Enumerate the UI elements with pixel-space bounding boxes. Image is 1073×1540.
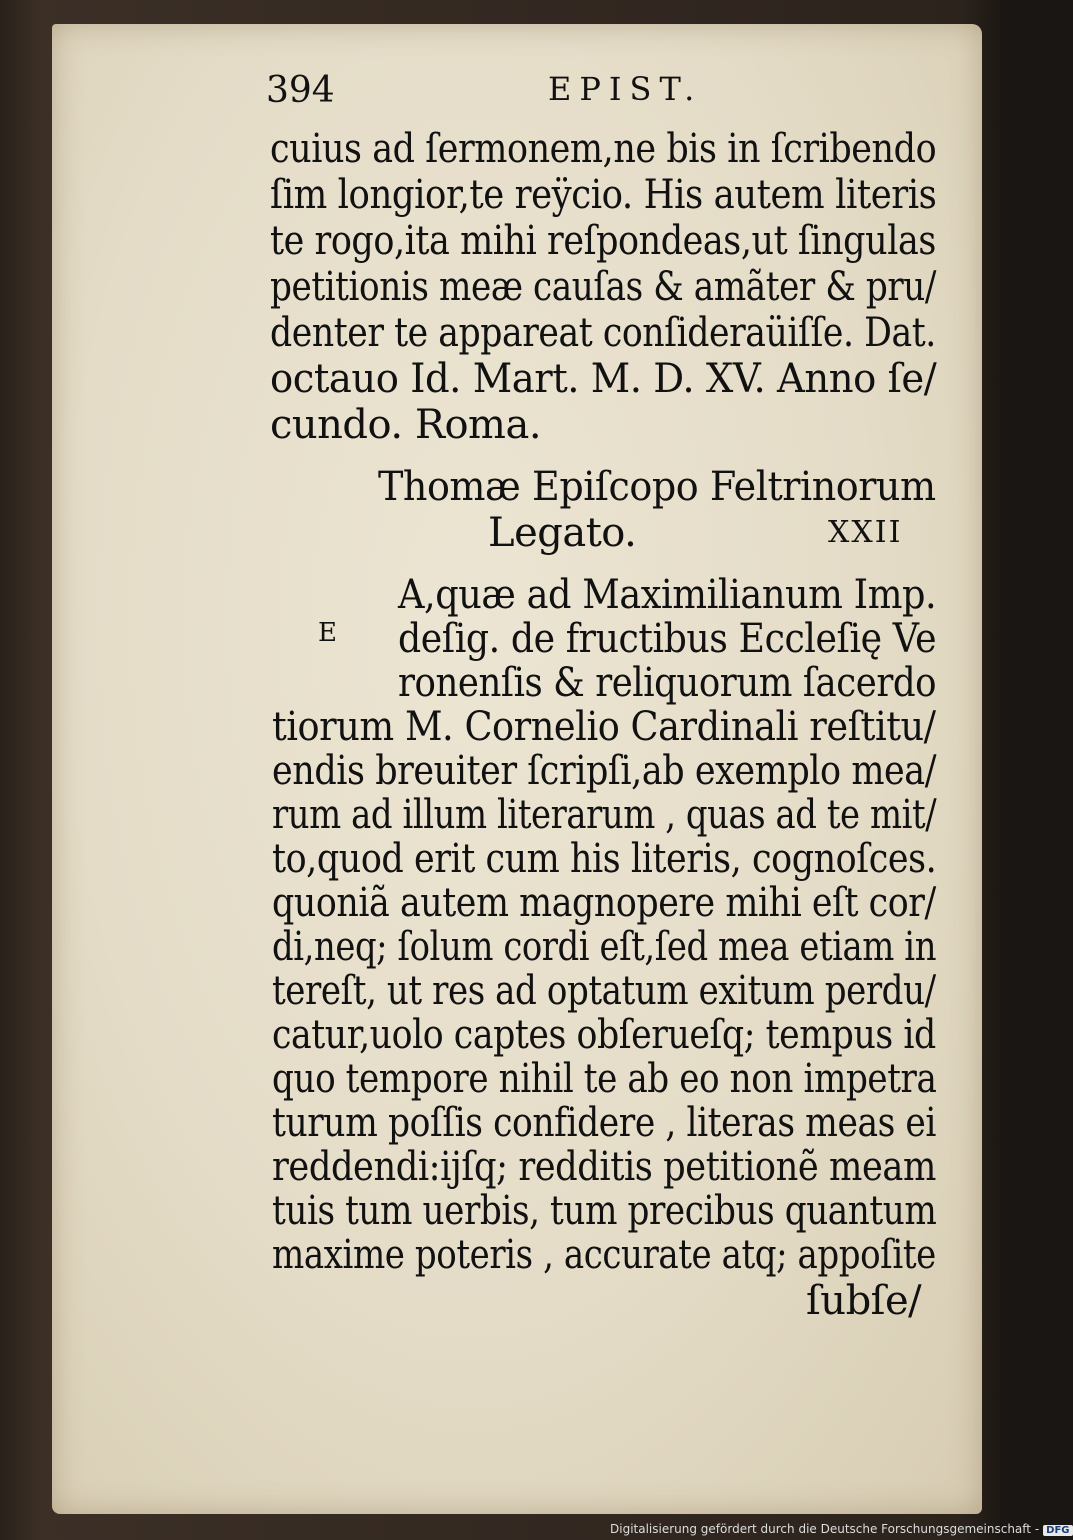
text-line: rum ad illum literarum , quas ad te mit/ [272,792,937,838]
text-line: cundo. Roma. [270,402,542,448]
text-line: di,neq; ſolum cordi eſt,ſed mea etiam in [272,924,937,970]
credit-text: Digitalisierung gefördert durch die Deutsche Forschungsgemeinschaft - [610,1522,1040,1536]
text-line: tuis tum uerbis, tum precibus quantum [272,1188,937,1234]
page-number: 394 [266,70,335,111]
text-line: tiorum M. Cornelio Cardinali reſtitu/ [272,704,936,750]
letter-heading-line2: Legato. [488,510,637,556]
text-line: endis breuiter ſcripſi,ab exemplo mea/ [272,748,937,794]
text-line: ronenſis & reliquorum ſacerdo [398,660,937,706]
text-line: maxime poteris , accurate atq; appoſite [272,1232,936,1278]
text-line: ſim longior,te reÿcio. His autem literis [270,172,937,218]
text-line: deſig. de fructibus Eccleſię Ve [398,616,937,662]
catchword: ſubſe/ [806,1278,922,1324]
text-line: denter te appareat conſideraüiſſe. Dat. [270,310,936,356]
text-line: tereſt, ut res ad optatum exitum perdu/ [272,968,936,1014]
text-line: cuius ad ſermonem,ne bis in ſcribendo [270,126,937,172]
letter-heading-line1: Thomæ Epiſcopo Feltrinorum [378,464,936,510]
text-line: quoniã autem magnopere mihi eſt cor/ [272,880,936,926]
text-line: catur,uolo captes obſerueſq; tempus id [272,1012,936,1058]
text-line: turum poſſis confidere , literas meas ei [272,1100,937,1146]
dfg-logo: DFG [1043,1525,1072,1536]
text-line: petitionis meæ cauſas & amãter & pru/ [270,264,936,310]
text-line: te rogo,ita mihi reſpondeas,ut ſingulas [270,218,936,264]
marginal-letter: E [318,618,337,648]
digitization-credit [610,1522,1073,1536]
letter-number: XXII [828,515,903,550]
text-line: reddendi:ijſq; redditis petitionẽ meam [272,1144,936,1190]
running-title: EPIST. [548,70,703,108]
text-line: quo tempore nihil te ab eo non impetra [272,1056,937,1102]
text-line: A,quæ ad Maximilianum Imp. [398,572,937,618]
text-line: to,quod erit cum his literis, cognoſces. [272,836,937,882]
text-line: octauo Id. Mart. M. D. XV. Anno ſe/ [270,356,937,402]
